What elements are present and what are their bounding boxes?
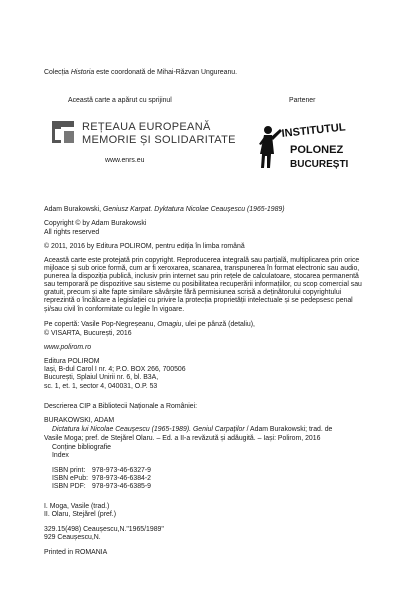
edition-copyright: © 2011, 2016 by Editura POLIROM, pentru ediția în limba română (44, 243, 245, 250)
isbn-row (52, 467, 151, 475)
isbn-value: 978-973-46-6384-2 (92, 475, 151, 483)
isbn-value: 978-973-46-6327-9 (92, 467, 151, 474)
rights-reserved: All rights reserved (44, 229, 100, 236)
cip-entry-line2: Vasile Moga; pref. de Stejărel Olaru. – Ed. a II-a revăzută și adăugită. – Iași: Polirom, 2016 (44, 435, 321, 442)
publisher-address-line: Iași, B-dul Carol I nr. 4; P.O. BOX 266, 700506 (44, 366, 186, 374)
cover-work-title: Omagiu (157, 321, 182, 328)
series-note-prefix: Colecția (44, 69, 71, 76)
publisher-address-line: Editura POLIROM (44, 358, 100, 365)
series-note-suffix: este coordonată de Mihai-Răzvan Ungureanu. (94, 69, 238, 76)
publisher-address-line: sc. 1, et. 1, sector 4, 040031, O.P. 53 (44, 382, 158, 390)
cip-note: Index (52, 452, 69, 460)
isbn-label: ISBN ePub: (52, 475, 89, 483)
partner-label: Partener (289, 97, 316, 104)
cover-credit (44, 321, 255, 329)
isbn-row (52, 483, 151, 491)
partner-logo-line1: INSTITUTUL (281, 121, 347, 140)
cip-entry-rest: / Adam Burakowski; trad. de (244, 426, 333, 433)
cip-entry-title: Dictatura lui Nicolae Ceaușescu (1965-1989). Geniul Carpaților (52, 426, 245, 433)
cover-credit-prefix: Pe copertă: Vasile Pop-Negreșeanu, (44, 321, 158, 328)
cip-contributors (44, 503, 116, 519)
sponsor-org-line2: MEMORIE ȘI SOLIDARITATE (82, 133, 236, 146)
copyright-author: Copyright © by Adam Burakowski (44, 220, 147, 227)
isbn-row (52, 475, 151, 483)
enrs-logo-icon (52, 121, 74, 143)
original-author: Adam Burakowski, (44, 206, 103, 213)
partner-logo-line3: BUCUREȘTI (290, 159, 349, 170)
cip-entry-line1 (52, 426, 332, 434)
polish-institute-logo-icon (258, 120, 364, 178)
cover-credit-suffix: , ulei pe pânză (detaliu), (181, 321, 255, 328)
isbn-label: ISBN print: (52, 467, 86, 474)
printed-in: Printed in ROMANIA (44, 549, 108, 556)
publisher-website[interactable]: www.polirom.ro (44, 344, 92, 351)
isbn-label: ISBN PDF: (52, 483, 86, 491)
cover-copyright: © VISARTA, București, 2016 (44, 330, 132, 337)
series-note (44, 69, 237, 77)
series-name: Historia (70, 69, 95, 76)
cip-notes (52, 444, 111, 460)
isbn-list (52, 467, 151, 492)
isbn-value: 978-973-46-6385-9 (92, 483, 151, 491)
sponsor-org-line1: REȚEAUA EUROPEANĂ (82, 121, 211, 133)
cip-author-heading: BURAKOWSKI, ADAM (44, 417, 115, 424)
classification-line: 929 Ceaușescu,N. (44, 534, 101, 542)
classification-line: 329.15(498) Ceaușescu,N."1965/1989" (44, 526, 164, 533)
original-title: Geniusz Karpat. Dyktatura Nicolae Ceaușescu (1965-1989) (102, 206, 285, 213)
cip-classification (44, 526, 164, 542)
publisher-address-line: București, Splaiul Unirii nr. 6, bl. B3A, (44, 374, 159, 382)
partner-logo-line2: POLONEZ (290, 144, 344, 156)
sponsor-organization (82, 121, 236, 146)
cip-note: Conține bibliografie (52, 444, 111, 451)
publisher-address (44, 358, 186, 391)
cip-heading: Descrierea CIP a Bibliotecii Naționale a României: (44, 403, 198, 410)
sponsor-url: www.enrs.eu (105, 157, 145, 164)
legal-notice: Această carte este protejată prin copyright. Reproducerea integrală sau parțială, multiplicarea prin orice mijloace și sub orice formă, cum ar fi xeroxarea, scanarea, transpunerea în format electronic sau audio, punerea la dispoziția publică, inclusiv prin internet sau prin rețele de calculatoare, stocarea permanentă sau temporară pe dispozitive sau sisteme cu posibilitatea recuperării informațiilor, cu scop comercial sau gratuit, precum și alte fapte similare săvârșite fără permisiunea scrisă a deținătorului copyrightului reprezintă o încălcare a legislației cu privire la protecția proprietății intelectuale și se pedepsesc penal și/sau civil în conformitate cu legile în vigoare. (44, 257, 362, 313)
support-label: Această carte a apărut cu sprijinul (68, 97, 172, 104)
contributor: I. Moga, Vasile (trad.) (44, 503, 110, 510)
contributor: II. Olaru, Stejărel (pref.) (44, 511, 116, 519)
original-title-line (44, 206, 285, 214)
